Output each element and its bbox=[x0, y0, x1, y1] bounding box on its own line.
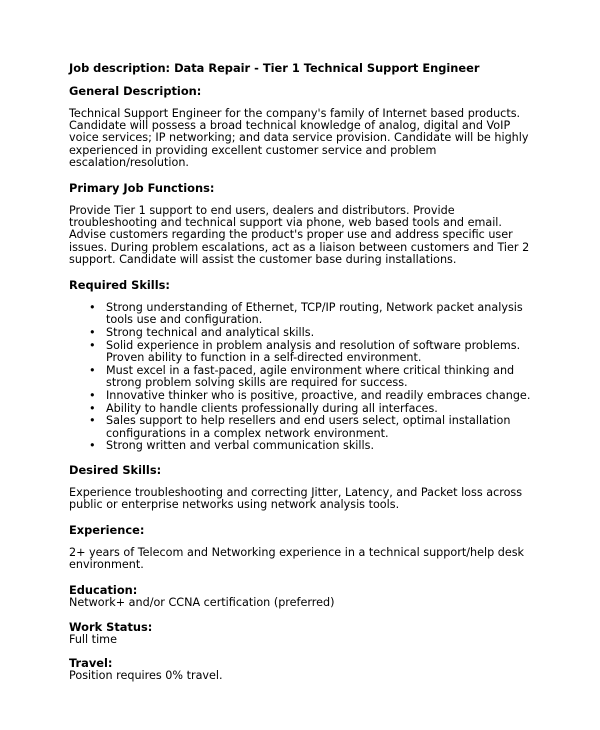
bullet-icon: • bbox=[89, 414, 96, 428]
skill-text: Strong technical and analytical skills. bbox=[106, 326, 315, 340]
desired-skills-heading: Desired Skills: bbox=[69, 462, 162, 477]
skill-text: Ability to handle clients professionally during all interfaces. bbox=[106, 401, 438, 415]
skill-text: Solid experience in problem analysis and resolution of software problems. Proven ability to function in a self-directed environment. bbox=[106, 338, 521, 365]
skill-text: Strong understanding of Ethernet, TCP/IP routing, Network packet analysis tools use and configuration. bbox=[106, 301, 523, 327]
travel-heading: Travel: bbox=[69, 655, 113, 670]
list-item bbox=[69, 365, 539, 389]
skill-text: Must excel in a fast-paced, agile environment where critical thinking and strong problem solving skills are required for success. bbox=[106, 363, 515, 390]
primary-job-functions-text: Provide Tier 1 support to end users, dealers and distributors. Provide troubleshooting and technical support via phone, web based tools and email. Advise customers regarding the product's proper use and address specific user issues. During problem escalations, act as a liaison between customers and Tier 2 support. Candidate will assist the customer base during installations. bbox=[69, 204, 530, 266]
bullet-icon: • bbox=[89, 401, 96, 415]
list-item bbox=[69, 302, 539, 326]
skill-text: Strong written and verbal communication skills. bbox=[106, 439, 375, 453]
list-item bbox=[69, 403, 539, 415]
skill-text: Sales support to help resellers and end users select, optimal installation configurations in a complex network environment. bbox=[106, 414, 511, 440]
bullet-icon: • bbox=[89, 338, 96, 352]
education-text: Network+ and/or CCNA certification (preferred) bbox=[69, 596, 335, 610]
required-skills-heading: Required Skills: bbox=[69, 278, 170, 293]
primary-job-functions-heading: Primary Job Functions: bbox=[69, 181, 215, 196]
required-skills-list bbox=[69, 302, 539, 453]
list-item bbox=[69, 327, 539, 339]
bullet-icon: • bbox=[89, 439, 96, 453]
document-body bbox=[69, 61, 539, 692]
document-title: Job description: Data Repair - Tier 1 Technical Support Engineer bbox=[69, 61, 480, 75]
general-description-text: Technical Support Engineer for the company's family of Internet based products. Candidate will possess a broad technical knowledge of analog, digital and VoIP voice services; IP networking; and data service provision. Candidate will be highly experienced in providing excellent customer service and problem escalation/resolution. bbox=[69, 107, 529, 169]
travel-text: Position requires 0% travel. bbox=[69, 668, 223, 682]
list-item bbox=[69, 415, 539, 439]
bullet-icon: • bbox=[89, 363, 96, 377]
bullet-icon: • bbox=[89, 326, 96, 340]
list-item bbox=[69, 440, 539, 452]
general-description-heading: General Description: bbox=[69, 84, 202, 98]
experience-heading: Experience: bbox=[69, 523, 145, 538]
skill-text: Innovative thinker who is positive, proactive, and readily embraces change. bbox=[106, 388, 531, 402]
work-status-text: Full time bbox=[69, 632, 117, 646]
education-heading: Education: bbox=[69, 583, 138, 598]
desired-skills-text: Experience troubleshooting and correcting Jitter, Latency, and Packet loss across public or enterprise networks using network analysis tools. bbox=[69, 485, 523, 511]
bullet-icon: • bbox=[89, 301, 96, 315]
work-status-heading: Work Status: bbox=[69, 619, 153, 634]
list-item bbox=[69, 390, 539, 402]
bullet-icon: • bbox=[89, 388, 96, 402]
experience-text: 2+ years of Telecom and Networking experience in a technical support/help desk environment. bbox=[69, 546, 525, 572]
list-item bbox=[69, 340, 539, 364]
